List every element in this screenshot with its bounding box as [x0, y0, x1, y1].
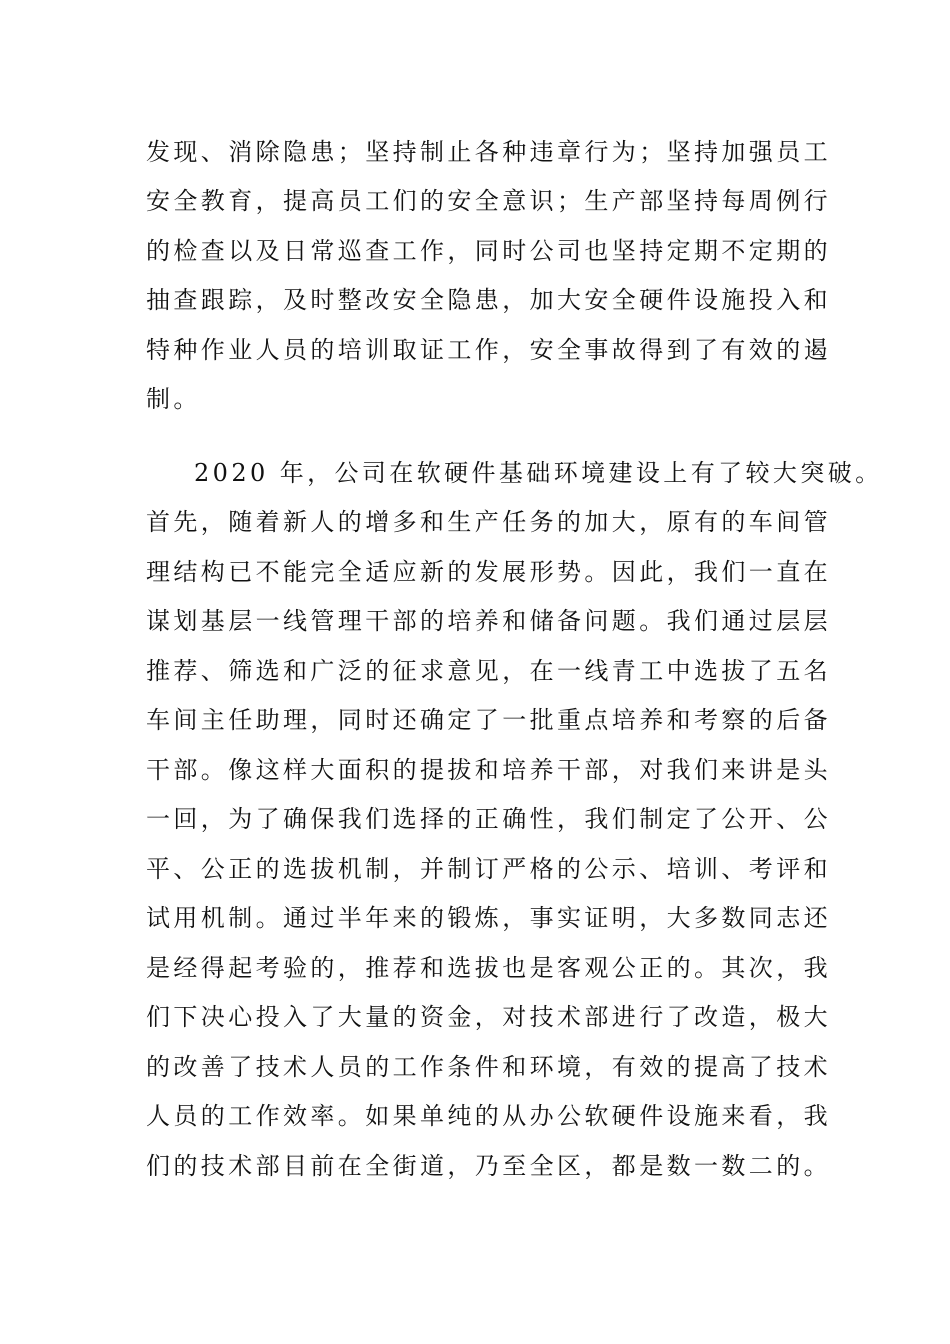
paragraph-2-line-13: 的改善了技术人员的工作条件和环境，有效的提高了技术	[146, 1053, 831, 1081]
paragraph-2-line-3: 理结构已不能完全适应新的发展形势。因此，我们一直在	[146, 558, 831, 586]
paragraph-2-line-12: 们下决心投入了大量的资金，对技术部进行了改造，极大	[146, 1003, 831, 1031]
paragraph-2-line-2: 首先，随着新人的增多和生产任务的加大，原有的车间管	[146, 508, 831, 536]
paragraph-1-line-4: 抽查跟踪，及时整改安全隐患，加大安全硬件设施投入和	[146, 286, 831, 314]
paragraph-2-line-4: 谋划基层一线管理干部的培养和储备问题。我们通过层层	[146, 607, 831, 635]
paragraph-2-line-10: 试用机制。通过半年来的锻炼，事实证明，大多数同志还	[146, 904, 831, 932]
paragraph-2-line-1: 2020 年，公司在软硬件基础环境建设上有了较大突破。	[194, 459, 883, 487]
paragraph-1-line-3: 的检查以及日常巡查工作，同时公司也坚持定期不定期的	[146, 237, 831, 265]
paragraph-2-line-11: 是经得起考验的，推荐和选拔也是客观公正的。其次，我	[146, 954, 831, 982]
paragraph-1-line-2: 安全教育，提高员工们的安全意识；生产部坚持每周例行	[146, 187, 831, 215]
paragraph-1-line-1: 发现、消除隐患；坚持制止各种违章行为；坚持加强员工	[146, 138, 831, 166]
paragraph-1-line-5: 特种作业人员的培训取证工作，安全事故得到了有效的遏	[146, 336, 831, 364]
paragraph-2-line-9: 平、公正的选拔机制，并制订严格的公示、培训、考评和	[146, 855, 831, 883]
paragraph-2-line-6: 车间主任助理，同时还确定了一批重点培养和考察的后备	[146, 706, 831, 734]
paragraph-2-line-14: 人员的工作效率。如果单纯的从办公软硬件设施来看，我	[146, 1102, 831, 1130]
paragraph-2-line-15: 们的技术部目前在全街道，乃至全区，都是数一数二的。	[146, 1152, 831, 1180]
paragraph-2-line-8: 一回，为了确保我们选择的正确性，我们制定了公开、公	[146, 805, 831, 833]
paragraph-2-line-7: 干部。像这样大面积的提拔和培养干部，对我们来讲是头	[146, 756, 831, 784]
paragraph-2-line-5: 推荐、筛选和广泛的征求意见，在一线青工中选拔了五名	[146, 657, 831, 685]
paragraph-1-line-6: 制。	[146, 385, 201, 413]
